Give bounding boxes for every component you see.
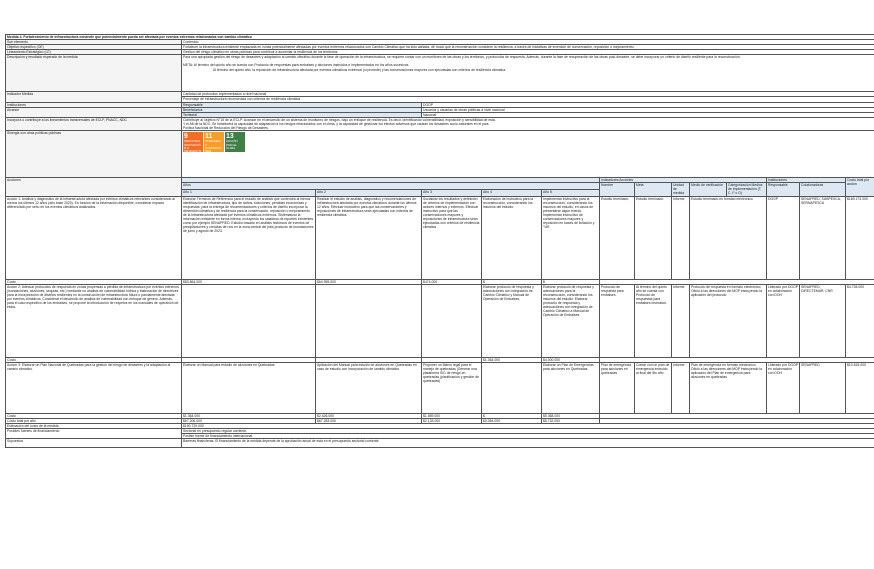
action-1-name: Acción 1: Análisis y diagnóstico de la infraestructura afectada por eventos climáticos relevantes considerando al menos los últimos 12 años (año base 2020). En función de la información disponible, considerar impacto diferenciado por sexo en los eventos climáticos analizados.	[6, 196, 182, 279]
incorporates-text-2: Y el A8 de la NDC: Se fortalecerá la capacidad de adaptación a los riesgos relacionados con el clima, y la capacidad de gestionar los efectos adversos que causan los desastres socio-naturales en el país.	[183, 121, 490, 126]
objective-value: Fortalecer la infraestructura existente emplazada en zonas potencialmente afectadas por eventos extremos relacionados con Cambio Climático que ha sido dañada, de modo que la reconstrucción considere la resiliencia, a través de iniciativas de inversión de conservación, reposición o mejoramiento.	[182, 45, 874, 50]
total-cost-year-3: $2.133.000	[422, 418, 482, 423]
year-5-header: Año 5	[542, 189, 600, 196]
action-1-year-4: Elaboración de instructivo para la reconstrucción, considerando los insumos del estudio.	[482, 196, 542, 279]
sdg-11-number: 11	[205, 133, 213, 141]
year-3-header: Año 3	[422, 189, 482, 196]
measure-table	[5, 34, 874, 448]
action-1-year-1: Elaborar Términos de Referencia para el estudio de análisis que contendrá al menos identificación de infraestructura, tipo de daños, soluciones, pérdidas económicas y respuestas, para la entrega de recomendaciones y criterios de diseño incorporar la dimensión climática y de resiliencia para la conservación, reposición o mejoramiento de la infraestructura afectada por eventos climáticos extremos. Sistematizar la información existente en forma interna, incluyendo los catastros de reportes existentes como por ejemplo SENAPRED. Estudio basado en análisis históricos de eventos de precipitaciones y crecidas de ríos en la zona central del país producto de inundaciones de junio y agosto de 2023.	[182, 196, 316, 279]
action-2-unit: Informe	[672, 284, 690, 357]
action-1-responsible: DGOP	[767, 196, 800, 279]
goal-header: Meta	[635, 183, 672, 196]
cost-3-year-4: $	[482, 413, 542, 418]
action-1-collaborators: SENAPRED, SUBPESCA, SERNAPESCA	[800, 196, 846, 279]
description-meta1: META: Al término del quinto año se cuenta con Protocolo de respuestas para embalses y aluviones instruidos e implementados en los años sucesivos.	[183, 63, 410, 68]
responsible-header: Responsable	[767, 183, 800, 196]
cost-label-2: Costo	[6, 357, 182, 362]
action-1-indicator-name: Estudio terminado	[600, 196, 635, 279]
total-cost-label: Costo total por año	[6, 418, 182, 423]
institutions-responsible-label: Responsable	[182, 102, 422, 107]
beneficiaries-value: Usuarios y usuarias de obras públicas a nivel nacional	[422, 107, 874, 112]
action-1-row	[6, 196, 874, 279]
action-3-indicator-name: Plan de emergencia para aluviones en quebradas	[600, 362, 635, 413]
sdg-11-icon	[204, 132, 224, 161]
action-2-goal: Al término del quinto año se cuenta con Protocolo de respuestas para embalses instruidos.	[635, 284, 672, 357]
description-label: Descripción y resultado esperado de la medida	[6, 55, 182, 92]
sdg-11-text: CIUDADES Y COMUNIDADES SOSTENIBLES	[205, 139, 222, 161]
action-3-name: Acción 3: Elaborar un Plan Nacional de Quebradas para la gestión del riesgo de desastres y la adaptación al cambio climático.	[6, 362, 182, 413]
scope-label: Alcance	[6, 107, 182, 117]
action-3-cost: $10.815.000	[846, 362, 874, 413]
action-2-cost: $4.728.000	[846, 284, 874, 357]
description-text: Para una apropiada gestión del riesgo de desastres y adaptación al cambio climático durante la fase de operación de la infraestructura, se requiere contar con un monitoreo de las obras y los territorios, y protocolos de respuesta. Además, durante la fase de recuperación de las obras post-desastre, se debe incorporar un criterio de diseño resiliente para la reconstrucción.	[183, 55, 741, 60]
sub-element-label: Sub elemento	[6, 40, 182, 45]
indicators-header: Indicadores Acciones	[600, 178, 767, 183]
sdg-icons	[182, 131, 874, 178]
action-2-collaborators: SENAPRED, DIRECTEMAR, CNR	[800, 284, 846, 357]
funding-label: Posibles fuentes de financiamiento	[6, 428, 182, 438]
cost-2-year-5: $4.000.000	[542, 357, 600, 362]
name-header: Nombre	[600, 183, 635, 196]
action-3-goal: Contar con un plan de emergencia instruido al final del 5to año	[635, 362, 672, 413]
incorporates-text-3: Política Nacional de Reducción del Riesgo de Desastres.	[183, 126, 269, 131]
action-2-name: Acción 2: Adecuar protocolos de respuesta en zonas propensas a pérdida de infraestructura por eventos extremos (inundaciones, aluviones, sequías, etc.) mediante un análisis de vulnerabilidad hídrica y elaboración de directrices para la incorporación de diseños resilientes en la construcción de infraestructura futura o parcialmente afectada por eventos climáticos. Considerar el desarrollo de análisis de vulnerabilidad con enfoque de género. Además, para el caso específico de los embalses, se propone la introducción de respetos en los manuales de operación de estos.	[6, 284, 182, 357]
action-1-cost: $169.173.000	[846, 196, 874, 279]
action-1-goal: Estudio terminado	[635, 196, 672, 279]
measure-title: Medida 4. Fortalecimiento de infraestructura existente que potencialmente pueda ser afectada por eventos extremos relacionados con cambio climático	[6, 35, 874, 40]
assumptions-label: Supuestos	[6, 439, 182, 448]
territorial-value: Nacional	[422, 112, 874, 117]
years-header: Años	[182, 183, 600, 190]
incorporates-label: Incorpora o contribuye a los lineamientos transversales de ECLP, PNACC, NDC	[6, 117, 182, 130]
beneficiaries-label: Beneficiarios	[182, 107, 422, 112]
sdg-13-icon	[225, 132, 245, 152]
cost-label-3: Costo	[6, 413, 182, 418]
cost-3-year-3: $1.659.000	[422, 413, 482, 418]
incorporates-value	[182, 117, 874, 130]
estimate-label: Estimación del costo de la medida	[6, 423, 182, 428]
action-1-year-2: Realizar el estudio de análisis, diagnóstico y recomendaciones de infraestructura afectada por eventos climáticos durante los últimos 12 años. Efectuar instructivo para que las conservaciones y reposiciones de infraestructura sean ejecutadas con criterios de resiliencia climática.	[316, 196, 422, 279]
action-3-year-1: Elaborar un Manual para estudio de aluviones en Quebradas	[182, 362, 316, 413]
institutions-label: Instituciones	[6, 102, 182, 107]
action-2-year-4: Elaborar protocolo de respuesta y adecuaciones con integración de Cambio Climático y Manual de Operación de Embalses.	[482, 284, 542, 357]
incorporates-text-1: Contribuye al objetivo N°15 de la ECLP: Avanzar en el desarrollo de un sistema de monitoreo de riesgos, bajo un enfoque de resiliencia. Es decir, identificando vulnerabilidad, exposición y sensibilidad de esta.	[183, 117, 496, 122]
collaborators-header: Colaboradoras	[800, 183, 846, 196]
cost-label: Costo	[6, 279, 182, 284]
unit-header: Unidad de medida	[672, 183, 690, 196]
institutions-header: Instituciones	[767, 178, 846, 183]
action-2-indicator-name: Protocolo de respuesta para embalses	[600, 284, 635, 357]
year-1-header: Año 1	[182, 189, 316, 196]
action-1-year-5: Implementar instructivo para la reconstrucción, considerando los insumos del estudio, en casos de presentarse algún evento. Implementar instructivo de conservaciones mayores y reposición en bases de licitación y TdR	[542, 196, 600, 279]
total-cost-header: Costo total por acción	[846, 178, 874, 196]
year-2-header: Año 2	[316, 189, 422, 196]
assumptions-value: Barreras financieras: El financiamiento de la medida depende de la aprobación anual de esta en el presupuesto sectorial corriente.	[182, 439, 874, 448]
sdg-9-text: INDUSTRIA, INNOVACIÓN E INFRAESTRUCTURA	[184, 139, 202, 157]
actions-header: Acciones	[6, 178, 182, 196]
action-2-row	[6, 284, 874, 357]
indicator-label: Indicador Medida	[6, 92, 182, 102]
indicator-value-2: Porcentaje de infraestructura reconstruida con criterios de resiliencia climática	[182, 97, 874, 102]
sdg-13-number: 13	[226, 133, 234, 141]
cost-1-year-3: $474.000	[422, 279, 482, 284]
action-3-year-2: Aplicación del Manual para estudio de aluviones en Quebradas en caso de estudio con incorporación de cambio climático	[316, 362, 422, 413]
sub-element-value: Contenido	[182, 40, 874, 45]
cost-1-year-5: $	[542, 279, 600, 284]
sdg-9-number: 9	[184, 133, 188, 141]
action-3-year-3: Proponer un Marco legal para el manejo de quebradas (Generar una plataforma SIG de riesgo en quebradas (planificación y gestión de quebradas)	[422, 362, 482, 413]
action-2-verification: Protocolo de respuesta en formato electrónico. Oficio a las direcciones del MOP instruyendo la aplicación del protocolo	[690, 284, 767, 357]
funding-value-2: Posible fuente de financiamiento internacional.	[182, 434, 874, 439]
action-3-collaborators: SENAPRED	[800, 362, 846, 413]
action-1-verification: Estudio terminado en formato electrónico	[690, 196, 767, 279]
cost-1-year-4: $	[482, 279, 542, 284]
funding-value-1: Sectorial en presupuesto regular corriente.	[182, 428, 874, 433]
total-cost-year-4: $3.364.000	[482, 418, 542, 423]
action-3-verification: Plan de emergencia en formato electrónico. Oficio a las direcciones del MOP instruyendo la aplicación del Plan de emergencia para aluviones en quebradas	[690, 362, 767, 413]
year-4-header: Año 4	[482, 189, 542, 196]
synergy-label: Sinergia con otras políticas públicas	[6, 131, 182, 178]
cost-3-year-5: $5.368.000	[542, 413, 600, 418]
verification-header: Medio de verificación	[690, 183, 727, 196]
guideline-value: Gestión del riesgo climático en obras públicas para contribuir a aumentar la resiliencia de los territorios.	[182, 50, 874, 55]
cost-1-year-1: $83.864.000	[182, 279, 316, 284]
action-1-unit: Informe	[672, 196, 690, 279]
total-cost-year-1: $67.206.000	[182, 418, 316, 423]
territorial-label: Territorial	[182, 112, 422, 117]
institutions-responsible-value: DGOP	[422, 102, 874, 107]
sdg-9-icon	[183, 132, 203, 157]
action-3-unit: Informe	[672, 362, 690, 413]
estimate-value: $190.720.000	[182, 423, 874, 428]
action-1-year-3: Socializar los resultados y definición de criterios de implementación con actores internos y externos. Efectuar instructivo para que las conservaciones mayores y reposiciones de infraestructura sean ejecutadas con criterios de resiliencia climática	[422, 196, 482, 279]
description-value	[182, 55, 874, 92]
sdg-13-text: ACCIÓN POR EL CLIMA	[226, 139, 238, 150]
action-2-year-5: Elaborar protocolo de respuesta y adecuaciones para la reconstrucción, considerando los insumos del estudio. Elaborar protocolo de respuesta y adecuaciones con integración de Cambio Climático a Manual de Operación de Embalses.	[542, 284, 600, 357]
action-3-row	[6, 362, 874, 413]
categorization-header: Categorización Medios de Implementación (T, C, F o O)	[727, 183, 767, 196]
total-cost-year-2: $67.283.000	[316, 418, 422, 423]
cost-1-year-2: $64.955.000	[316, 279, 422, 284]
cost-2-year-4: $1.364.000	[482, 357, 542, 362]
cost-3-year-2: $2.426.000	[316, 413, 422, 418]
cost-3-year-1: $1.364.000	[182, 413, 316, 418]
action-3-year-5: Elaborar un Plan de Emergencias para aluviones en Quebradas	[542, 362, 600, 413]
action-3-responsible: Liderado por DGOP en colaboración con DOH	[767, 362, 800, 413]
objective-label: Objetivo específico (OE)	[6, 45, 182, 50]
total-cost-year-5: $6.732.000	[542, 418, 600, 423]
indicator-value-1: Cantidad de protocolos implementados a nivel nacional	[182, 92, 874, 97]
description-meta2: Al término del quinto año, la reposición de infraestructura afectada por eventos climáticos extremos (si procede) y las conservaciones mayores con ejecutadas con criterios de resiliencia climática.	[213, 67, 507, 72]
guideline-label: Lineamiento Estratégico (LE)	[6, 50, 182, 55]
action-2-responsible: Liderado por DGOP en colaboración con DOH	[767, 284, 800, 357]
